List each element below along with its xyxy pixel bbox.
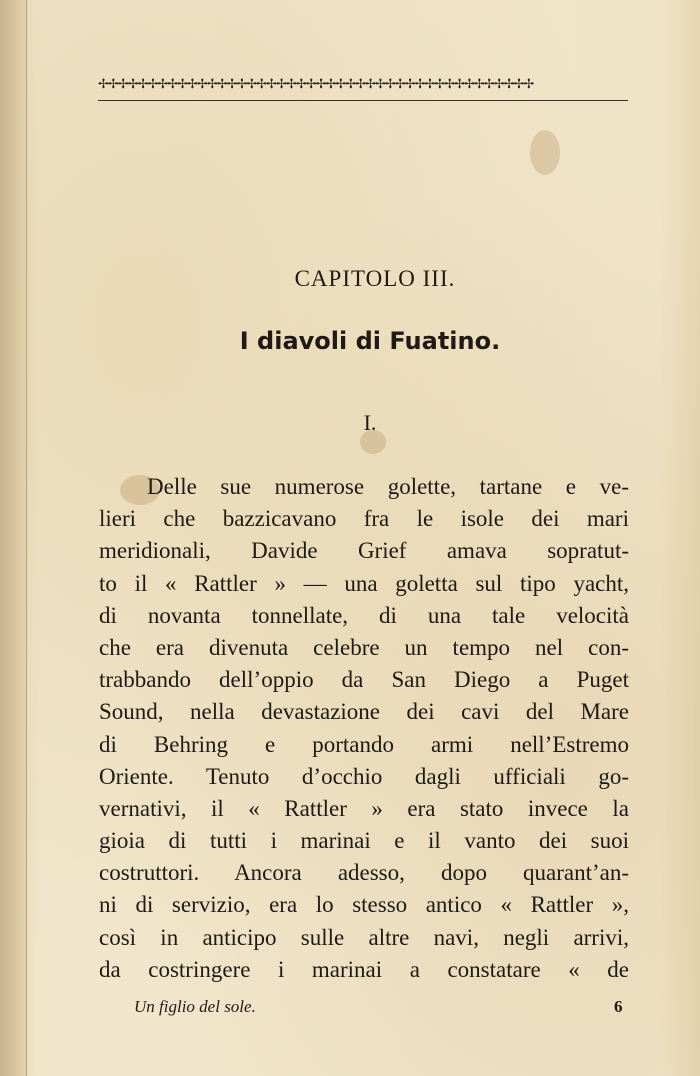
text-line: Sound, nella devastazione dei cavi del Mare: [99, 699, 629, 725]
text-line: meridionali, Davide Grief amava sopratut-: [99, 538, 629, 564]
text-line: ni di servizio, era lo stesso antico « Rattler »,: [99, 892, 629, 918]
section-number: I.: [363, 410, 377, 435]
text-line: vernativi, il « Rattler » era stato invece la: [99, 795, 629, 821]
paper-stain: [530, 130, 560, 175]
text-line: Oriente. Tenuto d’occhio dagli ufficiali go-: [99, 763, 629, 789]
text-line: costruttori. Ancora adesso, dopo quarant’an-: [99, 860, 629, 886]
body-paragraph: [99, 471, 629, 986]
text-line: così in anticipo sulle altre navi, negli arrivi,: [99, 924, 629, 950]
text-line: che era divenuta celebre un tempo nel con-: [99, 634, 629, 660]
text-line: di novanta tonnellate, di una tale velocità: [99, 602, 629, 628]
text-line: da costringere i marinai a constatare « de: [99, 956, 629, 982]
text-line: di Behring e portando armi nell’Estremo: [99, 731, 629, 757]
text-line: Delle sue numerose golette, tartane e ve-: [147, 474, 629, 499]
text-line: gioia di tutti i marinai e il vanto dei suoi: [99, 828, 629, 854]
chapter-title: I diavoli di Fuatino.: [239, 327, 501, 355]
text-line: to il « Rattler » — una goletta sul tipo yacht,: [99, 570, 629, 596]
page-number: 6: [614, 997, 623, 1016]
book-spine: [0, 0, 27, 1076]
text-line: trabbando dell’oppio da San Diego a Puget: [99, 667, 629, 693]
decorative-header-border: ✢✢✢✢✢✢✢✢✢✢✢✢✢✢✢✢✢✢✢✢✢✢✢✢✢✢✢✢✢✢✢✢✢✢✢✢✢✢✢✢✢✢✢✢: [98, 72, 628, 101]
chapter-heading: CAPITOLO III.: [294, 266, 456, 291]
text-line: lieri che bazzicavano fra le isole dei mari: [99, 506, 629, 532]
running-footer-title: Un figlio del sole.: [134, 997, 256, 1016]
